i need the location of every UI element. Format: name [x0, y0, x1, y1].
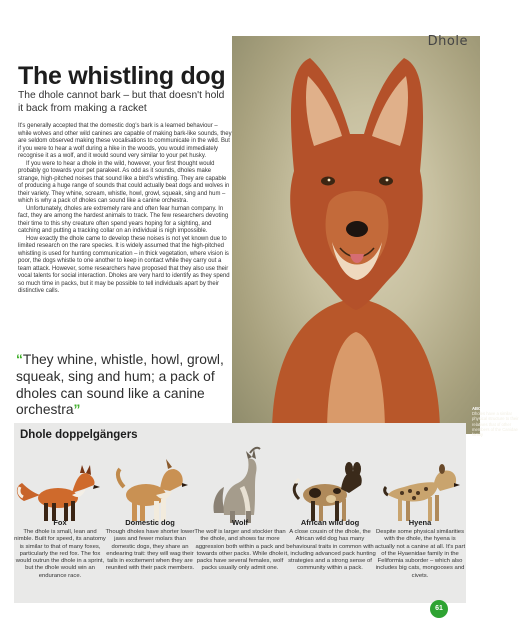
animal-wolf [194, 518, 286, 573]
open-quote-mark: “ [16, 352, 23, 367]
body-paragraph: Unfortunately, dholes are extremely rare and often fear human company. In fact, they are among the hardest animals to track. The few researchers devoting their time to this shy creature often spend years hoping for a sighting, and catching and putting a tracking collar on an individual is nigh impossible. [18, 205, 229, 234]
animal-hyena [374, 518, 466, 580]
close-quote-mark: ” [73, 402, 81, 418]
body-paragraph: It's generally accepted that the domestic dog's bark is a learned behaviour – while wolves and other wild canines are capable of making bark-like sounds, they are seldom observed making these vocalisations to communicate in the wild. But if you were to hear a wolf during a hike in the woods, you would immediately recognise it as a wolf, and it would sound very similar to your pet husky. [18, 123, 232, 159]
animal-description: The dhole is small, lean and nimble. Built for speed, its anatomy is similar to that of many foxes, particularly the red fox. The fox would outrun the dhole in a sprint, but the dhole would win an endurance race. [14, 529, 106, 579]
doppelgangers-panel [14, 423, 466, 603]
panel-title: Dhole doppelgängers [20, 429, 138, 441]
animal-description: Despite some physical similarities with the dhole, the hyena is actually not a canine at all. It's part of the Hyaenidae family in the Feliformia suborder – which also includes big cats, mongooses and civets. [374, 529, 466, 579]
caption-text: Dholes have a similar physical structure to their relatives that of other members of the Canidae family [472, 411, 519, 438]
animal-name: Domestic dog [125, 518, 175, 527]
dhole-photo [232, 36, 519, 438]
animal-name: African wild dog [300, 518, 360, 527]
pull-quote [16, 352, 238, 419]
animal-description: A close cousin of the dhole, the African wild dog has many behavioural traits in common with it, including advanced pack hunting strategies and a strong sense of community within a pack. [284, 529, 376, 572]
animal-domestic-dog [104, 518, 196, 573]
animal-description: Though dholes have shorter lower jaws and fewer molars than domestic dogs, they share an endearing trait: they will wag their tails in excitement when they are reunited with their pack members. [105, 529, 195, 572]
animal-fox [14, 518, 106, 580]
dhole-portrait [232, 36, 480, 434]
animal-name: Wolf [231, 518, 249, 527]
animal-name: Fox [53, 518, 67, 527]
page-number: 61 [430, 600, 448, 618]
standfirst: The dhole cannot bark – but that doesn't hold it back from making a racket [18, 90, 225, 114]
body-paragraph: If you were to hear a dhole in the wild, however, your first thought would probably go towards your pet parakeet. As odd as it sounds, dholes make strange, high-pitched noises that sound like a bird's whistling. They are capable of producing a huge range of sounds that could actually beat dogs and wolves in their variety. They whine, scream, whistle, howl, growl, squeak, sing and hum – which is why a pack of dholes can sound like a canine orchestra. [18, 160, 230, 204]
article-body [18, 123, 232, 296]
caption-label: ABOVE [472, 406, 487, 411]
section-tag: Dhole [427, 34, 468, 49]
body-paragraph: How exactly the dhole came to develop these noises is not yet known due to limited research on the rare species. It is widely assumed that the high-pitched whistling is used for hunting communication – in thick vegetation, where vision is poor, the dogs whistle to one another to keep in contact while they carry out a team attack. However, some researchers have proposed that they also use their vocal talents for social interaction. Dholes are very hard to identify as they spend so much time in packs, but it may be possible to tell individuals apart by their distinctive calls. [18, 235, 230, 294]
photo-caption [472, 406, 528, 437]
animal-name: Hyena [408, 518, 432, 527]
animal-description: The wolf is larger and stockier than the dhole, and shows far more aggression both within a pack and towards other packs. While dhole packs have several females, wolf packs usually only admit one. [194, 529, 286, 572]
pull-quote-text: They whine, whistle, howl, growl, squeak, sing and hum; a pack of dholes can sound like a canine orchestra [16, 352, 224, 418]
article-title: The whistling dog [18, 62, 226, 90]
animal-african-wild-dog [284, 518, 376, 573]
